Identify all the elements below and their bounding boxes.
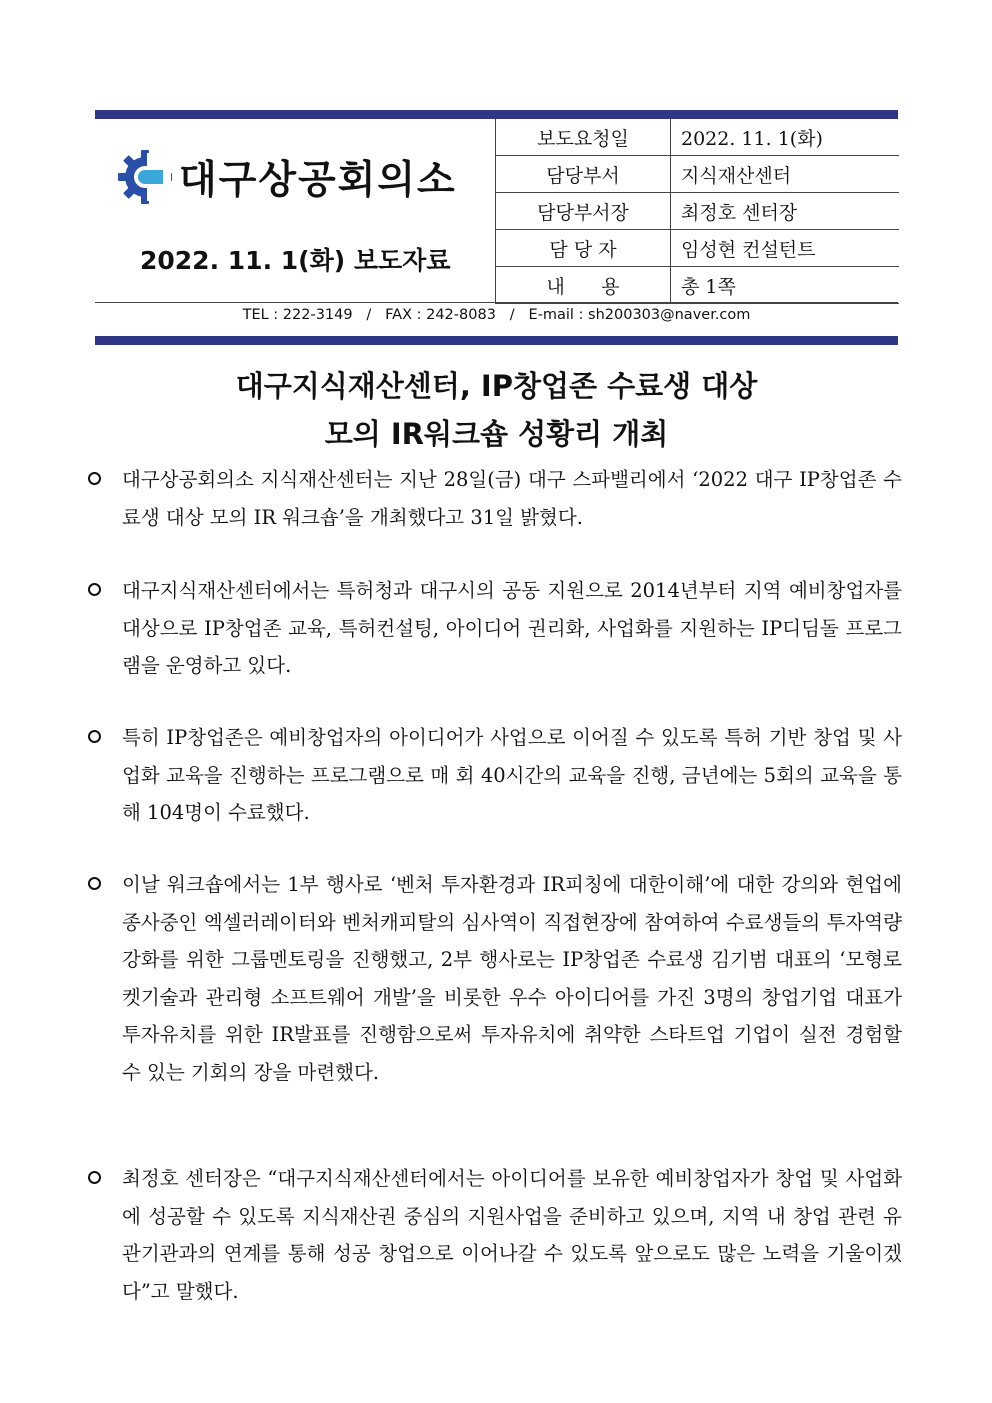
info-row — [496, 193, 900, 230]
hollow-circle-bullet-icon — [88, 730, 101, 743]
body-paragraph — [88, 461, 902, 536]
body-paragraph — [88, 572, 902, 685]
hollow-circle-bullet-icon — [88, 1171, 101, 1184]
header-left-panel — [95, 119, 495, 302]
info-key: 담당부서장 — [496, 193, 671, 230]
info-key: 담 당 자 — [496, 230, 671, 267]
paragraph-text: 대구상공회의소 지식재산센터는 지난 28일(금) 대구 스파밸리에서 ‘2022 대구 IP창업존 수료생 대상 모의 IR 워크숍’을 개최했다고 31일 밝혔다. — [122, 468, 902, 529]
info-value: 총 1쪽 — [671, 267, 900, 304]
contact-line: TEL : 222-3149 / FAX : 242-8083 / E-mail : sh200303@naver.com — [242, 307, 751, 323]
hollow-circle-bullet-icon — [88, 583, 101, 596]
info-row — [496, 267, 900, 304]
body-paragraph — [88, 866, 902, 1091]
gear-logo-icon — [117, 149, 173, 205]
paragraph-text: 특히 IP창업존은 예비창업자의 아이디어가 사업으로 이어질 수 있도록 특허 기반 창업 및 사업화 교육을 진행하는 프로그램으로 매 회 40시간의 교육을 진행, 금년에는 5회의 교육을 통해 104명이 수료했다. — [122, 726, 902, 824]
paragraph-text: 최정호 센터장은 “대구지식재산센터에서는 아이디어를 보유한 예비창업자가 창업 및 사업화에 성공할 수 있도록 지식재산권 중심의 지원사업을 준비하고 있으며, 지역 내 창업 관련 유관기관과의 연계를 통해 성공 창업으로 이어나갈 수 있도록 앞으로도 많은 노력을 기울이겠다”고 말했다. — [122, 1167, 902, 1303]
info-value: 임성현 컨설턴트 — [671, 230, 900, 267]
info-value: 지식재산센터 — [671, 156, 900, 193]
headline-line-1: 대구지식재산센터, IP창업존 수료생 대상 — [235, 369, 758, 403]
headline-line-2: 모의 IR워크숍 성황리 개최 — [324, 417, 669, 451]
hollow-circle-bullet-icon — [88, 877, 101, 890]
info-row — [496, 230, 900, 267]
organization-logo — [117, 149, 457, 205]
info-value: 2022. 11. 1(화) — [671, 119, 900, 156]
info-row — [496, 119, 900, 156]
header-bottom-bar — [95, 336, 898, 345]
hollow-circle-bullet-icon — [88, 472, 101, 485]
info-row — [496, 156, 900, 193]
info-key: 내 용 — [496, 267, 671, 304]
header-divider — [95, 302, 898, 303]
body-paragraph — [88, 1160, 902, 1310]
paragraph-text: 대구지식재산센터에서는 특허청과 대구시의 공동 지원으로 2014년부터 지역 예비창업자를 대상으로 IP창업존 교육, 특허컨설팅, 아이디어 권리화, 사업화를 지원하는 IP디딤돌 프로그램을 운영하고 있다. — [122, 579, 902, 677]
paragraph-text: 이날 워크숍에서는 1부 행사로 ‘벤처 투자환경과 IR피칭에 대한이해’에 대한 강의와 현업에 종사중인 엑셀러레이터와 벤처캐피탈의 심사역이 직접현장에 참여하여 수료생들의 투자역량강화를 위한 그룹멘토링을 진행했고, 2부 행사로는 IP창업존 수료생 김기범 대표의 ‘모형로켓기술과 관리형 소프트웨어 개발’을 비롯한 우수 아이디어를 가진 3명의 창업기업 대표가 투자유치를 위한 IR발표를 진행함으로써 투자유치에 취약한 스타트업 기업이 실전 경험할 수 있는 기회의 장을 마련했다. — [122, 873, 902, 1084]
info-key: 담당부서 — [496, 156, 671, 193]
release-date-title: 2022. 11. 1(화) 보도자료 — [140, 246, 451, 275]
info-key: 보도요청일 — [496, 119, 671, 156]
body-paragraph — [88, 719, 902, 832]
info-value: 최정호 센터장 — [671, 193, 900, 230]
organization-name: 대구상공회의소 — [179, 158, 457, 203]
header-top-bar — [95, 110, 898, 119]
release-info-table — [495, 119, 899, 304]
headline — [95, 362, 898, 458]
